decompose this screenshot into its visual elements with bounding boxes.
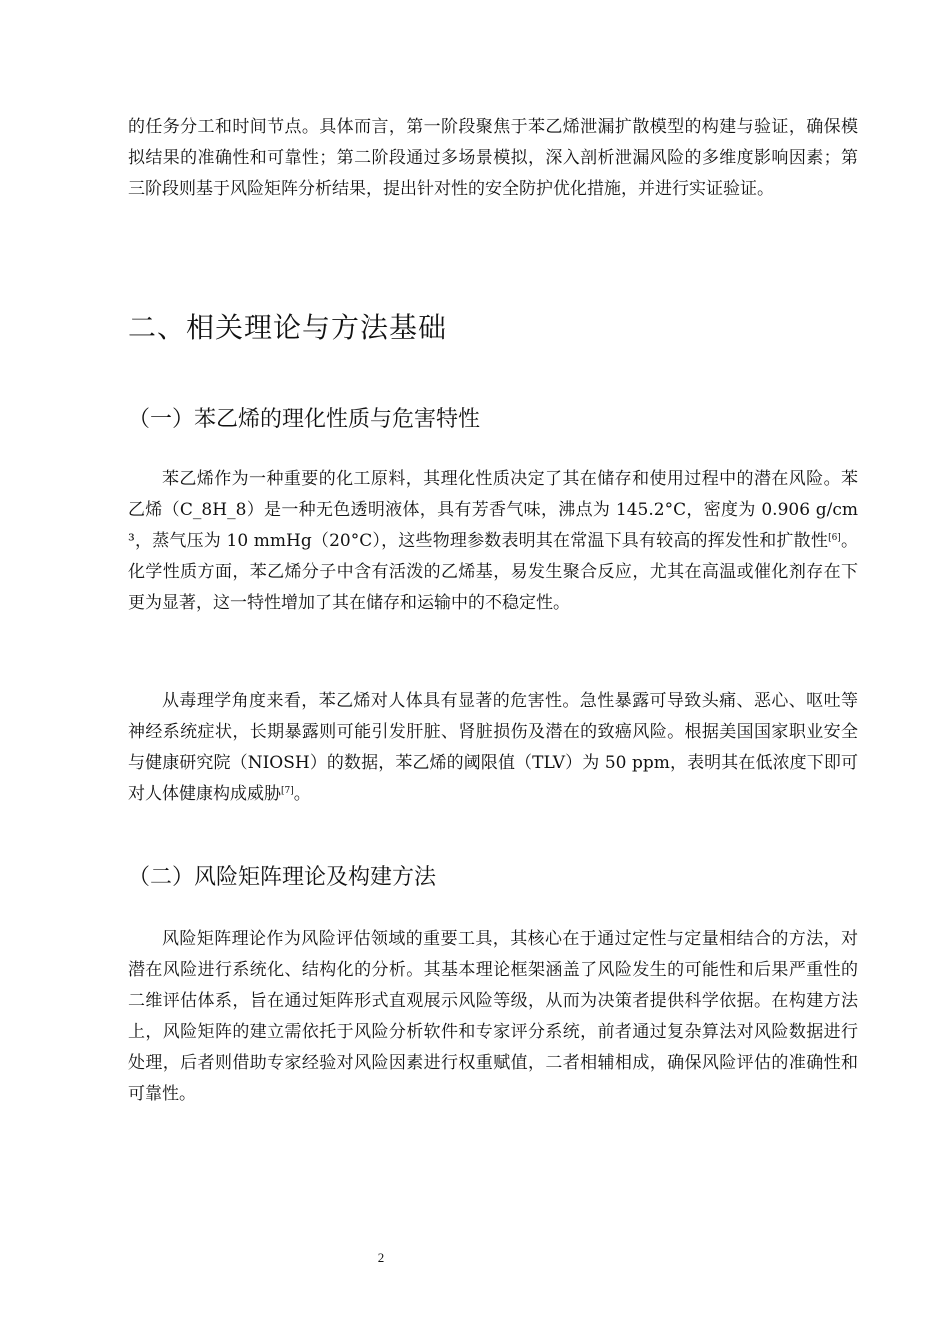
- citation-ref-7: [7]: [281, 786, 294, 796]
- citation-ref-6: [6]: [828, 533, 841, 543]
- paragraph-toxicology: [128, 686, 858, 810]
- paragraph-text: 从毒理学角度来看，苯乙烯对人体具有显著的危害性。急性暴露可导致头痛、恶心、呕吐等神经系统症状，长期暴露则可能引发肝脏、肾脏损伤及潜在的致癌风险。根据美国国家职业安全与健康研究院（NIOSH）的数据，苯乙烯的阈限值（TLV）为 50 ppm，表明其在低浓度下即可对人体健康构成威胁: [128, 691, 858, 804]
- section-heading: 二、相关理论与方法基础: [128, 311, 448, 344]
- paragraph-text: 。化学性质方面，苯乙烯分子中含有活泼的乙烯基，易发生聚合反应，尤其在高温或催化剂存在下更为显著，这一特性增加了其在储存和运输中的不稳定性。: [128, 531, 859, 613]
- subsection-heading-2: （二）风险矩阵理论及构建方法: [128, 865, 437, 890]
- paragraph-physicochemical: [128, 464, 858, 619]
- subsection-heading-1: （一）苯乙烯的理化性质与危害特性: [128, 407, 481, 432]
- paragraph-text: 苯乙烯作为一种重要的化工原料，其理化性质决定了其在储存和使用过程中的潜在风险。苯乙烯（C_8H_8）是一种无色透明液体，具有芳香气味，沸点为 145.2°C，密度为 0.906 g/cm³，蒸气压为 10 mmHg（20°C），这些物理参数表明其在常温下具有较高的挥发性和扩散性: [128, 469, 858, 551]
- paragraph-continuation: 的任务分工和时间节点。具体而言，第一阶段聚焦于苯乙烯泄漏扩散模型的构建与验证，确保模拟结果的准确性和可靠性；第二阶段通过多场景模拟，深入剖析泄漏风险的多维度影响因素；第三阶段则基于风险矩阵分析结果，提出针对性的安全防护优化措施，并进行实证验证。: [128, 117, 858, 199]
- paragraph-risk-matrix: 风险矩阵理论作为风险评估领域的重要工具，其核心在于通过定性与定量相结合的方法，对潜在风险进行系统化、结构化的分析。其基本理论框架涵盖了风险发生的可能性和后果严重性的二维评估体系，旨在通过矩阵形式直观展示风险等级，从而为决策者提供科学依据。在构建方法上，风险矩阵的建立需依托于风险分析软件和专家评分系统，前者通过复杂算法对风险数据进行处理，后者则借助专家经验对风险因素进行权重赋值，二者相辅相成，确保风险评估的准确性和可靠性。: [128, 929, 858, 1104]
- paragraph-text: 。: [293, 784, 311, 804]
- page-number: 2: [377, 1250, 385, 1265]
